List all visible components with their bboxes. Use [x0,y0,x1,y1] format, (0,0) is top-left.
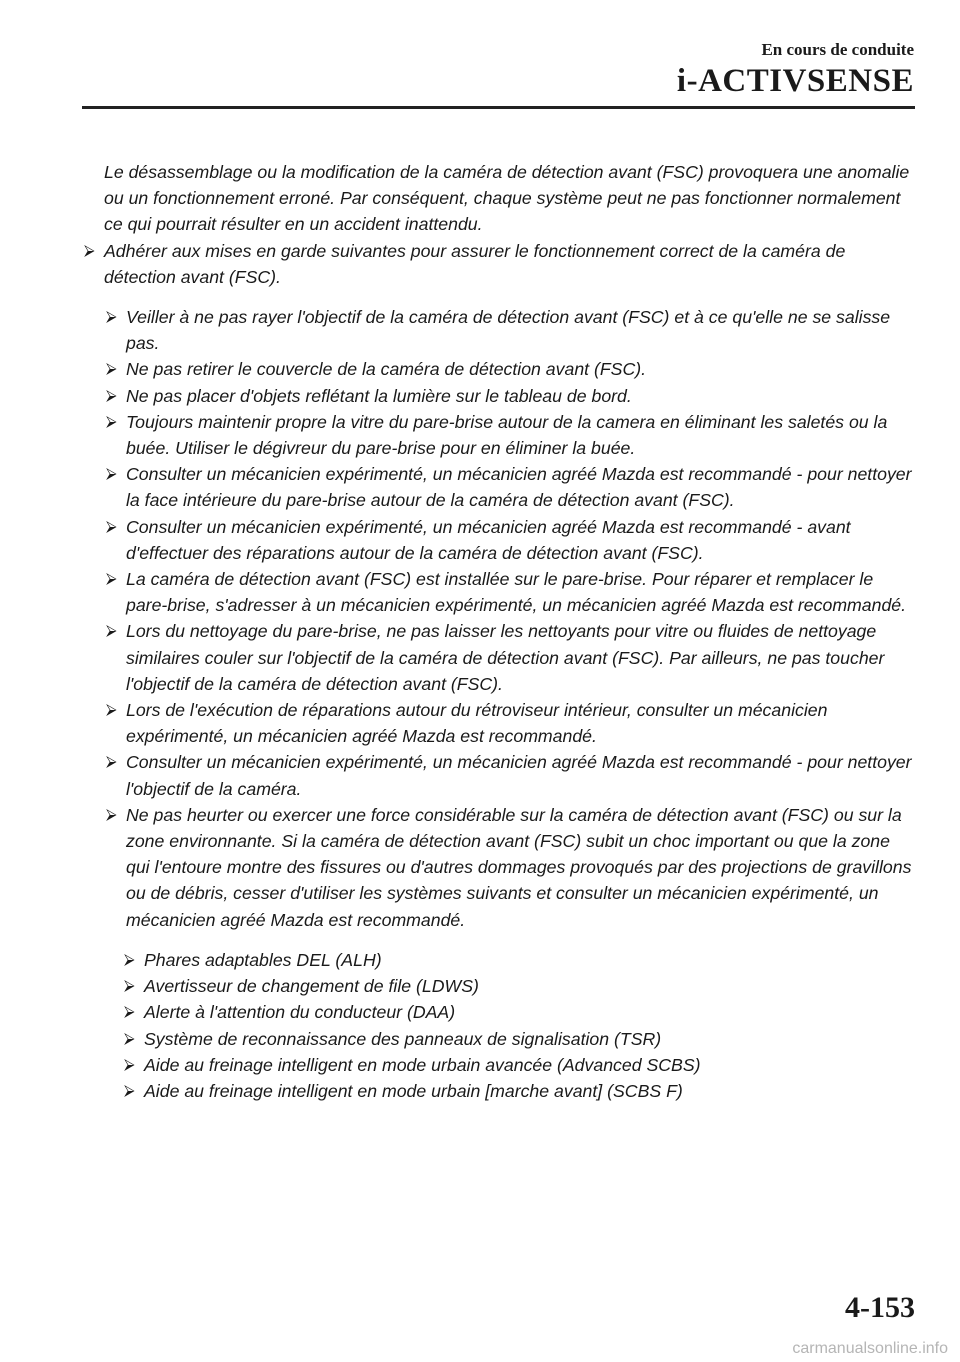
intro-paragraph: Le désassemblage ou la modification de la caméra de détection avant (FSC) provoquera une anomalie ou un fonctionnement erroné. Par conséquent, chaque système peut ne pas fonctionner normalement ce qui pourrait résulter en un accident inattendu. [104,162,910,235]
list-item-text: Système de reconnaissance des panneaux de signalisation (TSR) [144,1028,662,1049]
arrow-bullet-icon: ⮚ [124,1081,135,1099]
arrow-bullet-icon: ⮚ [106,570,117,588]
list-item [124,1078,914,1104]
list-item [106,356,914,382]
list-item-text: Lors de l'exécution de réparations autour du rétroviseur intérieur, consulter un mécanicien expérimenté, un mécanicien agréé Mazda est recommandé. [126,700,828,747]
list-item-text: Consulter un mécanicien expérimenté, un mécanicien agréé Mazda est recommandé - pour nettoyer la face intérieure du pare-brise autour de la caméra de détection avant (FSC). [126,464,912,511]
list-item-text: Toujours maintenir propre la vitre du pare-brise autour de la camera en éliminant les saletés ou la buée. Utiliser le dégivreur du pare-brise pour en éliminer la buée. [126,411,888,459]
list-item-text: Adhérer aux mises en garde suivantes pour assurer le fonctionnement correct de la caméra de détection avant (FSC). [104,240,846,287]
list-item-text: La caméra de détection avant (FSC) est installée sur le pare-brise. Pour réparer et remplacer le pare-brise, s'adresser à un mécanicien expérimenté, un mécanicien agréé Mazda est recommandé. [126,569,907,616]
list-item [106,802,914,933]
list-item [106,566,914,618]
list-item [106,383,914,409]
list-item [124,999,914,1025]
header-rule [82,106,915,109]
list-item-text: Aide au freinage intelligent en mode urbain avancée (Advanced SCBS) [144,1054,701,1075]
arrow-bullet-icon: ⮚ [106,517,117,535]
arrow-bullet-icon: ⮚ [106,805,117,823]
list-item [106,461,914,513]
arrow-bullet-icon: ⮚ [84,241,95,259]
arrow-bullet-icon: ⮚ [124,977,135,995]
arrow-bullet-icon: ⮚ [124,1055,135,1073]
list-item-text: Consulter un mécanicien expérimenté, un mécanicien agréé Mazda est recommandé - avant d'effectuer des réparations autour de la caméra de détection avant (FSC). [126,516,851,563]
list-item-text: Ne pas placer d'objets reflétant la lumière sur le tableau de bord. [126,385,632,406]
list-item [124,947,914,973]
caution-content [84,159,914,1104]
arrow-bullet-icon: ⮚ [124,950,135,968]
list-item [124,1052,914,1078]
arrow-bullet-icon: ⮚ [106,701,117,719]
list-item-text: Avertisseur de changement de file (LDWS) [144,976,479,997]
list-item-text: Ne pas heurter ou exercer une force considérable sur la caméra de détection avant (FSC) ou sur la zone environnante. Si la caméra de détection avant (FSC) subit un choc important ou que la zone qui l'entoure montre des fissures ou d'autres dommages provoqués par des projections de gravillons ou de débris, cesser d'utiliser les systèmes suivants et consulter un mécanicien expérimenté, un mécanicien agréé Mazda est recommandé. [126,804,912,930]
list-item-text: Aide au freinage intelligent en mode urbain [marche avant] (SCBS F) [144,1080,683,1101]
arrow-bullet-icon: ⮚ [106,386,117,404]
list-item [124,973,914,999]
arrow-bullet-icon: ⮚ [106,465,117,483]
arrow-bullet-icon: ⮚ [106,360,117,378]
watermark: carmanualsonline.info [792,1340,948,1357]
list-item [124,1026,914,1052]
list-item [106,749,914,801]
page-header [677,40,914,100]
list-item-text: Lors du nettoyage du pare-brise, ne pas laisser les nettoyants pour vitre ou fluides de nettoyage similaires couler sur l'objectif de la caméra de détection avant (FSC). Par ailleurs, ne pas toucher l'objectif de la caméra de détection avant (FSC). [126,621,885,694]
list-item-text: Consulter un mécanicien expérimenté, un mécanicien agréé Mazda est recommandé - pour nettoyer l'objectif de la caméra. [126,752,912,799]
chapter-title: i-ACTIVSENSE [676,63,914,99]
list-item-text: Phares adaptables DEL (ALH) [144,949,382,970]
list-item-text: Veiller à ne pas rayer l'objectif de la caméra de détection avant (FSC) et à ce qu'elle ne se salisse pas. [126,307,891,354]
section-title: En cours de conduite [761,40,914,59]
arrow-bullet-icon: ⮚ [106,622,117,640]
list-item [106,697,914,749]
arrow-bullet-icon: ⮚ [106,412,117,430]
list-item-text: Ne pas retirer le couvercle de la caméra de détection avant (FSC). [126,359,647,380]
precautions-list [106,304,914,933]
arrow-bullet-icon: ⮚ [124,1029,135,1047]
list-item-text: Alerte à l'attention du conducteur (DAA) [144,1002,456,1023]
arrow-bullet-icon: ⮚ [106,308,117,326]
list-item [106,409,914,461]
list-item [106,618,914,697]
list-item [106,304,914,356]
page-number: 4-153 [845,1291,915,1324]
systems-list [124,947,914,1104]
arrow-bullet-icon: ⮚ [124,1003,135,1021]
list-item [106,514,914,566]
list-item [84,238,914,290]
arrow-bullet-icon: ⮚ [106,753,117,771]
